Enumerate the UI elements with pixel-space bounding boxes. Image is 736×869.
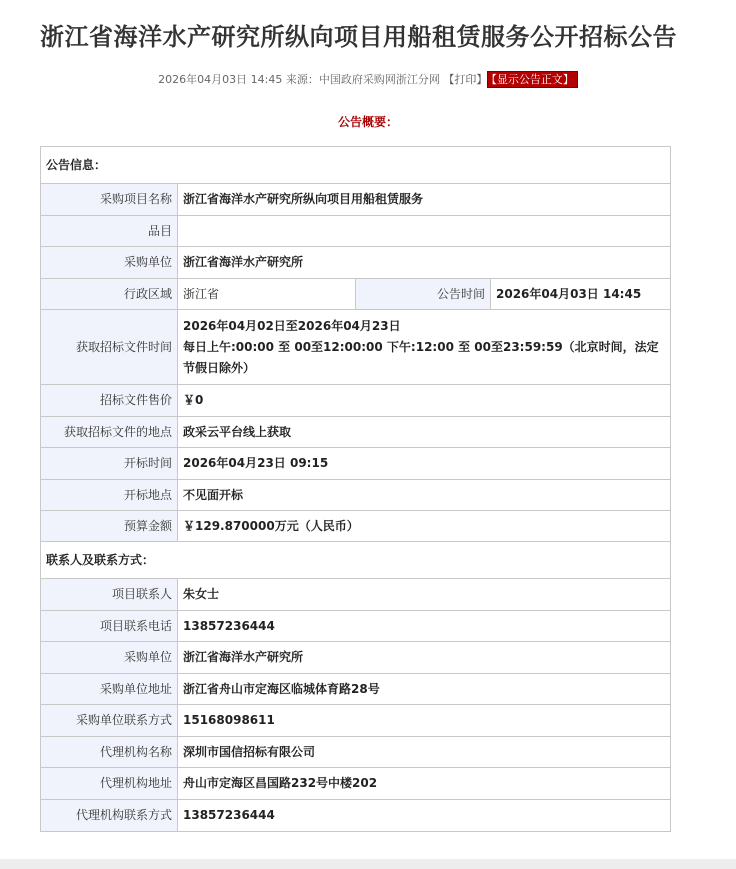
section-title-contacts: 联系人及联系方式： [41, 542, 671, 579]
table-row [41, 642, 671, 674]
show-full-notice-button[interactable]: 【显示公告正文】 [487, 71, 578, 88]
row-label: 采购单位联系方式 [41, 705, 178, 737]
row-value [178, 310, 671, 385]
table-row [41, 310, 671, 385]
section-row-announcement [41, 147, 671, 184]
row-label: 代理机构联系方式 [41, 800, 178, 832]
row-label: 行政区域 [41, 279, 178, 310]
footer-bar [0, 859, 736, 869]
row-value: 深圳市国信招标有限公司 [178, 737, 671, 768]
row-value: 浙江省海洋水产研究所纵向项目用船租赁服务 [178, 184, 671, 216]
row-label: 开标地点 [41, 480, 178, 511]
row-label: 项目联系人 [41, 579, 178, 611]
table-row [41, 674, 671, 705]
page-title: 浙江省海洋水产研究所纵向项目用船租赁服务公开招标公告 [40, 23, 677, 51]
row-value: 15168098611 [178, 705, 671, 737]
row-label: 获取招标文件的地点 [41, 417, 178, 448]
row-label-secondary: 公告时间 [356, 279, 491, 310]
section-title-announcement: 公告信息： [41, 147, 671, 184]
row-label: 采购单位 [41, 642, 178, 674]
row-value: 朱女士 [178, 579, 671, 611]
section-row-contacts [41, 542, 671, 579]
row-label: 采购单位地址 [41, 674, 178, 705]
table-row [41, 279, 671, 310]
row-label: 项目联系电话 [41, 611, 178, 642]
source-label: 来源： [285, 73, 319, 86]
row-value [178, 216, 671, 247]
row-value-secondary: 2026年04月03日 14:45 [491, 279, 671, 310]
row-label: 招标文件售价 [41, 385, 178, 417]
table-row [41, 511, 671, 542]
row-value: 浙江省 [178, 279, 356, 310]
row-value: 浙江省舟山市定海区临城体育路28号 [178, 674, 671, 705]
table-row [41, 216, 671, 247]
publish-date: 2026年04月03日 14:45 [158, 73, 283, 86]
row-value: 2026年04月23日 09:15 [178, 448, 671, 480]
table-row [41, 480, 671, 511]
announcement-table [40, 146, 671, 832]
table-row [41, 705, 671, 737]
row-label: 获取招标文件时间 [41, 310, 178, 385]
table-row [41, 385, 671, 417]
row-value: ￥0 [178, 385, 671, 417]
row-value: 13857236444 [178, 611, 671, 642]
row-label: 代理机构地址 [41, 768, 178, 800]
table-row [41, 737, 671, 768]
source-name: 中国政府采购网浙江分网 [318, 73, 440, 86]
table-row [41, 611, 671, 642]
row-label: 品目 [41, 216, 178, 247]
table-row [41, 184, 671, 216]
row-label: 预算金额 [41, 511, 178, 542]
table-row [41, 247, 671, 279]
table-row [41, 800, 671, 832]
doc-time-daily: 每日上午:00:00 至 00至12:00:00 下午:12:00 至 00至23:59:59（北京时间，法定节假日除外） [183, 339, 659, 375]
row-value: ￥129.870000万元（人民币） [178, 511, 671, 542]
row-label: 采购项目名称 [41, 184, 178, 216]
print-link[interactable]: 【打印】 [443, 73, 488, 86]
meta-line [0, 71, 736, 87]
row-value: 舟山市定海区昌国路232号中楼202 [178, 768, 671, 800]
row-value: 浙江省海洋水产研究所 [178, 642, 671, 674]
row-label: 代理机构名称 [41, 737, 178, 768]
row-value: 政采云平台线上获取 [178, 417, 671, 448]
table-row [41, 448, 671, 480]
row-label: 采购单位 [41, 247, 178, 279]
table-row [41, 417, 671, 448]
row-value: 浙江省海洋水产研究所 [178, 247, 671, 279]
row-value: 不见面开标 [178, 480, 671, 511]
summary-label: 公告概要： [337, 115, 398, 129]
table-row [41, 579, 671, 611]
table-row [41, 768, 671, 800]
doc-time-range: 2026年04月02日至2026年04月23日 [183, 318, 401, 333]
row-value: 13857236444 [178, 800, 671, 832]
row-label: 开标时间 [41, 448, 178, 480]
